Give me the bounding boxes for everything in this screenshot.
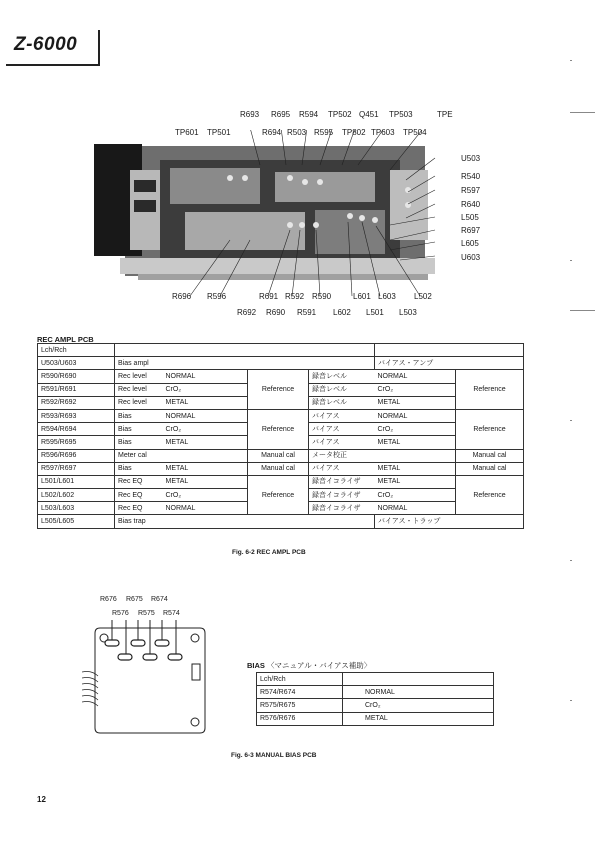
rec-ampl-pcb-photo: [90, 130, 450, 310]
function-jp-cell: 録音イコライザ: [309, 502, 375, 515]
type-cell: NORMAL: [163, 502, 248, 515]
callout-label: R594: [299, 110, 319, 119]
callout-label: L605: [461, 239, 479, 248]
callout-label: R597: [461, 186, 481, 195]
type-jp-cell: CrO₂: [375, 423, 456, 436]
bias-pcb-label: R575: [138, 610, 155, 617]
type-cell: METAL: [163, 462, 248, 475]
note-jp-cell: Reference: [456, 475, 524, 515]
figure-caption: Fig. 6-3 MANUAL BIAS PCB: [231, 752, 317, 759]
table-row: [257, 712, 494, 725]
type-cell: NORMAL: [163, 370, 248, 383]
type-cell: CrO₂: [163, 423, 248, 436]
callout-label: TPE: [437, 110, 453, 119]
rec-ampl-table: [37, 343, 524, 529]
table-row: [38, 475, 524, 488]
function-cell: Rec EQ: [115, 489, 163, 502]
callout-label: R692: [237, 308, 257, 317]
type-jp-cell: [375, 449, 456, 462]
callout-label: R540: [461, 172, 481, 181]
callout-label: TP603: [371, 128, 395, 137]
type-cell: NORMAL: [343, 686, 494, 699]
callout-label: R691: [259, 292, 279, 301]
callout-label: R696: [172, 292, 192, 301]
function-jp-cell: メータ校正: [309, 449, 375, 462]
function-jp-cell: バイアス・トラップ: [375, 515, 524, 528]
ref-cell: Lch/Rch: [257, 673, 343, 686]
bias-title-jp: 〈マニュアル・バイアス補助〉: [267, 661, 372, 670]
model-name: Z-6000: [14, 34, 78, 55]
header-rule: [6, 64, 100, 66]
ref-cell: R574/R674: [257, 686, 343, 699]
note-jp-cell: Reference: [456, 409, 524, 449]
bias-table-title: [247, 660, 371, 671]
note-jp-cell: Manual cal: [456, 449, 524, 462]
callout-label: TP802: [342, 128, 366, 137]
bias-pcb-label: R574: [163, 610, 180, 617]
type-cell: METAL: [163, 475, 248, 488]
bias-pcb-label: R576: [112, 610, 129, 617]
type-cell: CrO₂: [343, 699, 494, 712]
function-cell: Bias: [115, 436, 163, 449]
type-cell: [163, 449, 248, 462]
callout-label: L602: [333, 308, 351, 317]
callout-label: R693: [240, 110, 260, 119]
table-row: [38, 370, 524, 383]
table-row: [257, 699, 494, 712]
callout-label: Q451: [359, 110, 379, 119]
type-jp-cell: METAL: [375, 475, 456, 488]
figure-caption: Fig. 6-2 REC AMPL PCB: [232, 549, 306, 556]
note-cell: Manual cal: [248, 462, 309, 475]
type-jp-cell: METAL: [375, 396, 456, 409]
callout-label: TP502: [328, 110, 352, 119]
callout-label: R595: [314, 128, 334, 137]
ref-cell: L502/L602: [38, 489, 115, 502]
bias-table: [256, 672, 494, 726]
scan-mark: [570, 310, 595, 311]
type-cell: CrO₂: [163, 489, 248, 502]
callout-label: TP501: [207, 128, 231, 137]
callout-label: TP503: [389, 110, 413, 119]
type-cell: METAL: [163, 436, 248, 449]
type-jp-cell: METAL: [375, 436, 456, 449]
function-cell: Rec EQ: [115, 475, 163, 488]
callout-label: R503: [287, 128, 307, 137]
type-jp-cell: CrO₂: [375, 489, 456, 502]
function-jp-cell: 録音レベル: [309, 396, 375, 409]
type-cell: NORMAL: [163, 409, 248, 422]
scan-mark: [570, 420, 572, 421]
page-number: 12: [37, 795, 46, 804]
scan-mark: [570, 560, 572, 561]
ref-cell: R591/R691: [38, 383, 115, 396]
type-jp-cell: NORMAL: [375, 370, 456, 383]
callout-label: U503: [461, 154, 481, 163]
function-jp-cell: バイアス: [309, 409, 375, 422]
table-title: REC AMPL PCB: [37, 335, 94, 344]
function-cell: Bias: [115, 409, 163, 422]
callout-label: L502: [414, 292, 432, 301]
ref-cell: R595/R695: [38, 436, 115, 449]
function-cell: Rec level: [115, 396, 163, 409]
ref-cell: R576/R676: [257, 712, 343, 725]
manual-bias-pcb-drawing: [82, 620, 222, 740]
function-cell: Bias trap: [115, 515, 375, 528]
callout-label: L603: [378, 292, 396, 301]
function-cell: Rec level: [115, 383, 163, 396]
function-jp-cell: バイアス: [309, 462, 375, 475]
function-cell: Rec level: [115, 370, 163, 383]
function-jp-cell: バイアス・アンプ: [375, 357, 524, 370]
note-jp-cell: Reference: [456, 370, 524, 410]
callout-label: L601: [353, 292, 371, 301]
type-cell: [343, 673, 494, 686]
table-row: [257, 686, 494, 699]
type-cell: METAL: [163, 396, 248, 409]
ref-cell: Lch/Rch: [38, 344, 115, 357]
bias-title-en: BIAS: [247, 661, 265, 670]
function-jp-cell: バイアス: [309, 436, 375, 449]
function-cell: [115, 344, 375, 357]
note-cell: Reference: [248, 409, 309, 449]
ref-cell: R597/R697: [38, 462, 115, 475]
type-jp-cell: NORMAL: [375, 409, 456, 422]
table-row: [38, 357, 524, 370]
ref-cell: R594/R694: [38, 423, 115, 436]
table-row: [38, 462, 524, 475]
callout-label: U603: [461, 253, 481, 262]
header-rule-vertical: [98, 30, 100, 66]
ref-cell: R590/R690: [38, 370, 115, 383]
table-row: [38, 515, 524, 528]
function-cell: Meter cal: [115, 449, 163, 462]
callout-label: L505: [461, 213, 479, 222]
function-jp-cell: 録音イコライザ: [309, 489, 375, 502]
note-cell: Manual cal: [248, 449, 309, 462]
note-cell: Reference: [248, 370, 309, 410]
function-jp-cell: 録音イコライザ: [309, 475, 375, 488]
function-jp-cell: バイアス: [309, 423, 375, 436]
bias-pcb-label: R676: [100, 596, 117, 603]
ref-cell: L503/L603: [38, 502, 115, 515]
type-cell: CrO₂: [163, 383, 248, 396]
ref-cell: R593/R693: [38, 409, 115, 422]
callout-label: TP601: [175, 128, 199, 137]
ref-cell: U503/U603: [38, 357, 115, 370]
table-row: [38, 449, 524, 462]
callout-label: R591: [297, 308, 317, 317]
callout-label: L501: [366, 308, 384, 317]
scan-mark: [570, 112, 595, 113]
type-jp-cell: NORMAL: [375, 502, 456, 515]
callout-label: R695: [271, 110, 291, 119]
type-jp-cell: CrO₂: [375, 383, 456, 396]
ref-cell: L501/L601: [38, 475, 115, 488]
callout-label: R690: [266, 308, 286, 317]
table-row: [38, 409, 524, 422]
type-jp-cell: METAL: [375, 462, 456, 475]
callout-label: R590: [312, 292, 332, 301]
scan-mark: [570, 260, 572, 261]
function-jp-cell: [375, 344, 524, 357]
function-cell: Rec EQ: [115, 502, 163, 515]
callout-label: R640: [461, 200, 481, 209]
table-row: [257, 673, 494, 686]
note-jp-cell: Manual cal: [456, 462, 524, 475]
callout-label: R694: [262, 128, 282, 137]
function-jp-cell: 録音レベル: [309, 383, 375, 396]
scan-mark: [570, 700, 572, 701]
callout-label: R697: [461, 226, 481, 235]
scan-mark: [570, 60, 572, 61]
function-cell: Bias: [115, 462, 163, 475]
callout-label: TP504: [403, 128, 427, 137]
ref-cell: L505/L605: [38, 515, 115, 528]
function-jp-cell: 録音レベル: [309, 370, 375, 383]
table-row: [38, 344, 524, 357]
callout-label: L503: [399, 308, 417, 317]
ref-cell: R592/R692: [38, 396, 115, 409]
function-cell: Bias: [115, 423, 163, 436]
function-cell: Bias ampl: [115, 357, 375, 370]
callout-label: R596: [207, 292, 227, 301]
note-cell: Reference: [248, 475, 309, 515]
type-cell: METAL: [343, 712, 494, 725]
ref-cell: R596/R696: [38, 449, 115, 462]
bias-pcb-label: R675: [126, 596, 143, 603]
bias-pcb-label: R674: [151, 596, 168, 603]
ref-cell: R575/R675: [257, 699, 343, 712]
callout-label: R592: [285, 292, 305, 301]
